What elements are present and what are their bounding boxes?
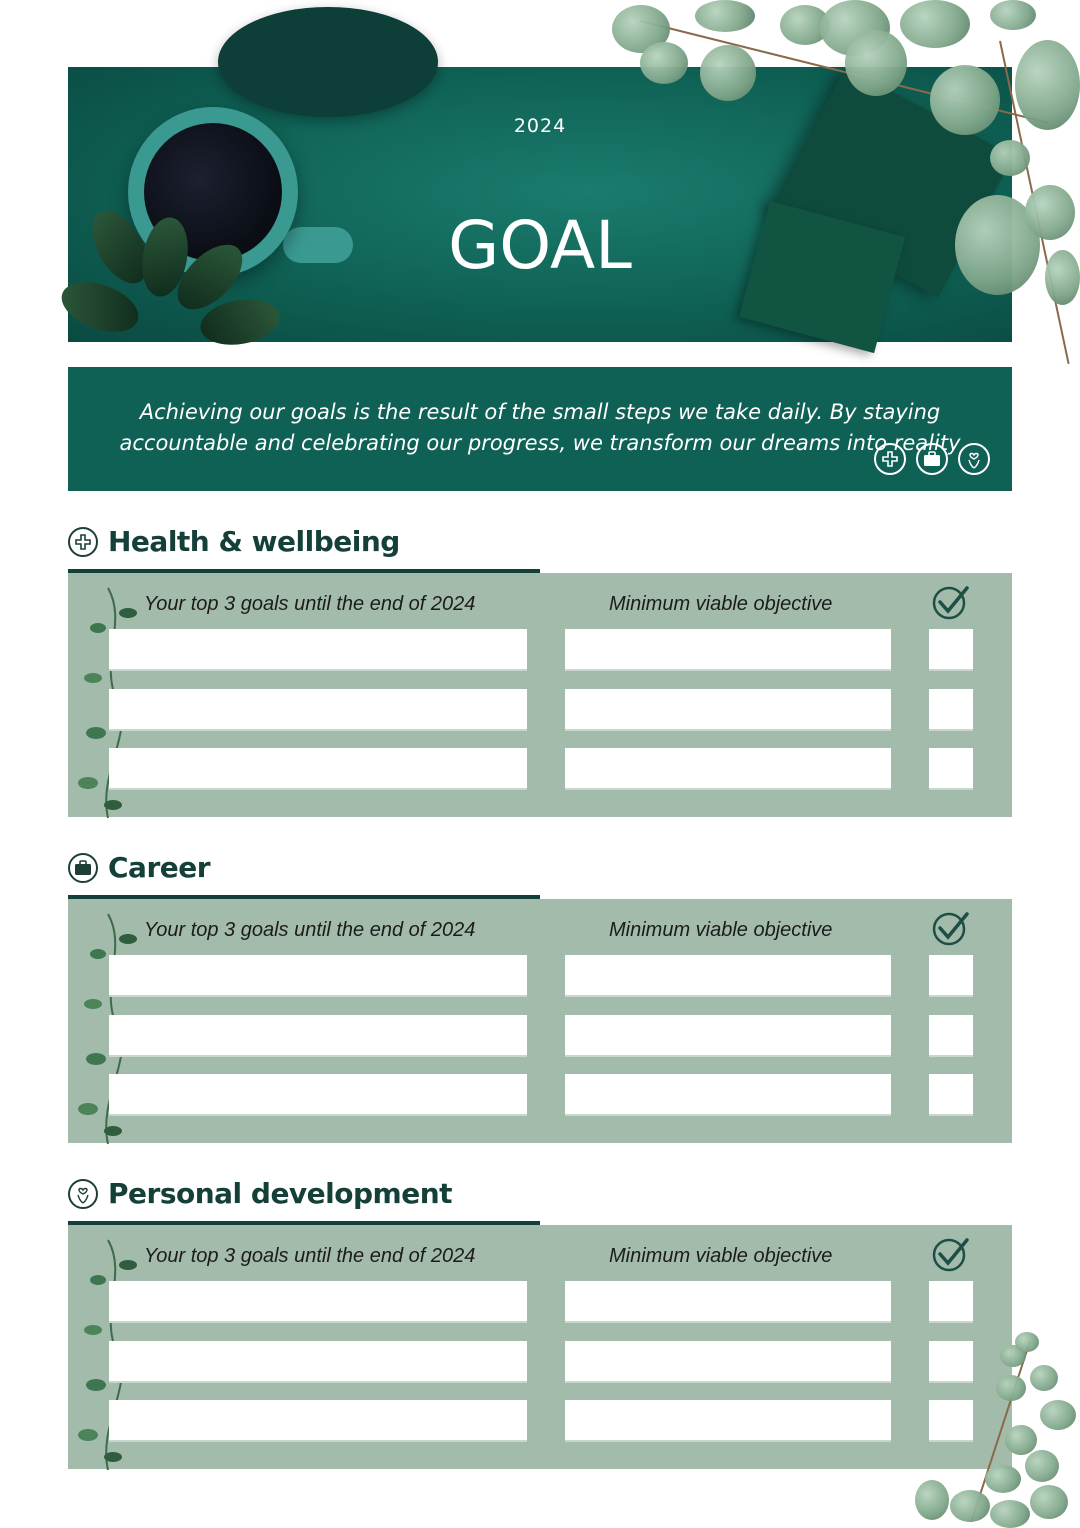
objective-column-header: Minimum viable objective [609, 1245, 833, 1267]
objective-input[interactable] [565, 1015, 891, 1057]
decor-tray [218, 7, 438, 117]
hand-heart-icon [68, 1179, 98, 1209]
done-checkbox[interactable] [929, 1400, 973, 1442]
done-checkbox[interactable] [929, 748, 973, 790]
objective-input[interactable] [565, 1400, 891, 1442]
goals-panel-health [68, 573, 1012, 817]
banner-title-line1: GOAL [448, 207, 632, 284]
goal-input[interactable] [109, 748, 527, 790]
objective-input[interactable] [565, 1281, 891, 1323]
goals-column-header: Your top 3 goals until the end of 2024 [144, 593, 476, 615]
banner-year: 2024 [513, 115, 567, 137]
objective-input[interactable] [565, 689, 891, 731]
goal-input[interactable] [109, 689, 527, 731]
section-header-personal-development [68, 1177, 452, 1210]
done-checkbox[interactable] [929, 1341, 973, 1383]
section-title: Health & wellbeing [108, 525, 400, 558]
briefcase-icon [916, 443, 948, 475]
goals-panel-career [68, 899, 1012, 1143]
briefcase-icon [68, 853, 98, 883]
goals-panel-personal-development [68, 1225, 1012, 1469]
goal-input[interactable] [109, 1341, 527, 1383]
checkmark-circle-icon [931, 583, 971, 623]
done-checkbox[interactable] [929, 689, 973, 731]
objective-input[interactable] [565, 748, 891, 790]
goal-input[interactable] [109, 1400, 527, 1442]
checkmark-circle-icon [931, 1235, 971, 1275]
goal-input[interactable] [109, 955, 527, 997]
plus-circle-icon [68, 527, 98, 557]
objective-column-header: Minimum viable objective [609, 919, 833, 941]
section-title: Personal development [108, 1177, 453, 1210]
quote-box [68, 367, 1012, 491]
done-checkbox[interactable] [929, 629, 973, 671]
done-checkbox[interactable] [929, 955, 973, 997]
goal-input[interactable] [109, 1074, 527, 1116]
done-checkbox[interactable] [929, 1015, 973, 1057]
goal-input[interactable] [109, 1281, 527, 1323]
section-title: Career [108, 851, 211, 884]
checkmark-circle-icon [931, 909, 971, 949]
objective-input[interactable] [565, 629, 891, 671]
section-header-career [68, 851, 210, 884]
hand-heart-icon [958, 443, 990, 475]
goals-column-header: Your top 3 goals until the end of 2024 [144, 1245, 476, 1267]
quote-icons [874, 443, 990, 475]
objective-input[interactable] [565, 1074, 891, 1116]
goals-column-header: Your top 3 goals until the end of 2024 [144, 919, 476, 941]
header-banner [68, 67, 1012, 342]
objective-input[interactable] [565, 955, 891, 997]
objective-input[interactable] [565, 1341, 891, 1383]
done-checkbox[interactable] [929, 1281, 973, 1323]
goal-input[interactable] [109, 629, 527, 671]
goal-input[interactable] [109, 1015, 527, 1057]
section-header-health [68, 525, 400, 558]
quote-text: Achieving our goals is the result of the small steps we take daily. By staying accountable and celebrating our progress, we transform our dreams into reality [119, 400, 961, 455]
plus-circle-icon [874, 443, 906, 475]
objective-column-header: Minimum viable objective [609, 593, 833, 615]
done-checkbox[interactable] [929, 1074, 973, 1116]
